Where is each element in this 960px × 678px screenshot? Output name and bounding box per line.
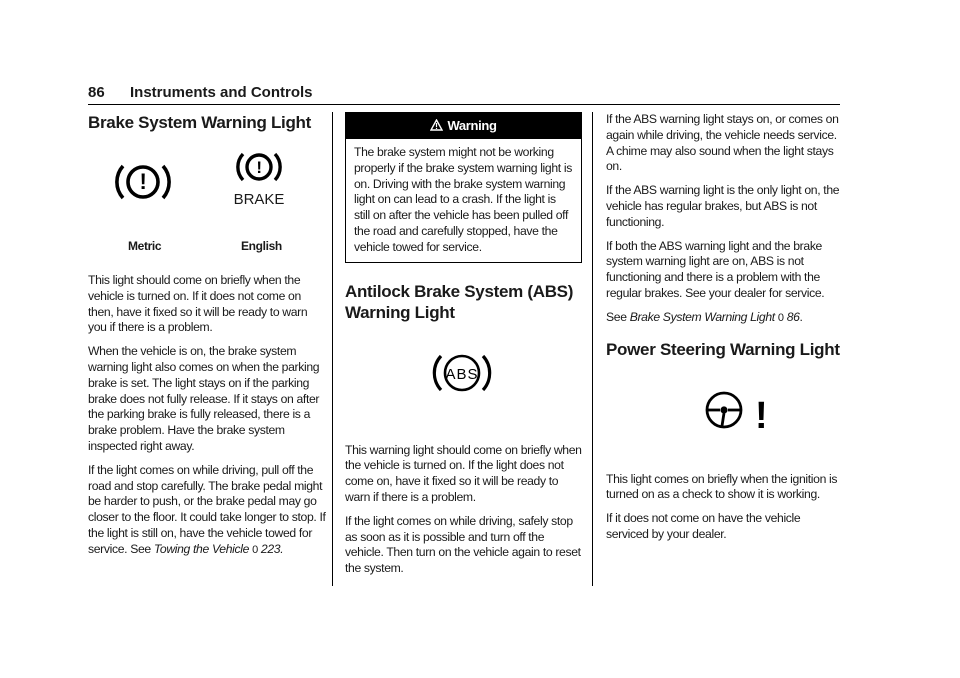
abs-section-title: Antilock Brake System (ABS) Warning Light	[345, 281, 574, 322]
steering-paragraph-2: If it does not come on have the vehicle serviced by your dealer.	[606, 511, 801, 541]
warning-title: Warning	[447, 118, 497, 133]
towing-link[interactable]: Towing the Vehicle	[153, 541, 250, 556]
abs-icon-row	[345, 323, 582, 443]
warning-header	[346, 113, 581, 139]
svg-text:!: !	[256, 158, 262, 177]
column-2	[345, 112, 582, 585]
page-header	[88, 84, 840, 104]
page-ref-arrow-icon: 0	[777, 311, 784, 324]
page-number: 86	[88, 84, 105, 101]
brake-paragraph-2: When the vehicle is on, the brake system warning light also comes on when the parking brake is set. The light stays on if the parking brake does not fully release. If it stays on after the parking brake is fully released, there is a brake problem. Have the brake system inspected right away.	[88, 344, 320, 453]
steering-icon-row	[606, 360, 840, 472]
column-divider-1	[332, 112, 333, 586]
brake-section-title: Brake System Warning Light	[88, 113, 312, 132]
abs-icon	[429, 350, 495, 401]
brake-english-text: BRAKE	[233, 190, 285, 208]
svg-text:!: !	[755, 394, 768, 436]
svg-text:!: !	[139, 169, 147, 194]
header-rule	[88, 104, 840, 105]
section-title: Instruments and Controls	[130, 84, 313, 101]
brake-metric-icon-graphic	[113, 159, 173, 205]
abs-paragraph-1: This warning light should come on briefly when the vehicle is turned on. If the light does not come on, have it fixed so it will be ready to warn if there is a problem.	[345, 442, 582, 504]
column-divider-2	[592, 112, 593, 586]
page-ref-arrow-icon: 0	[252, 543, 258, 556]
brake-warning-page-ref[interactable]: 86	[786, 309, 800, 324]
warning-box	[345, 112, 582, 263]
towing-page-ref[interactable]: 223.	[260, 541, 284, 556]
metric-label: Metric	[128, 239, 162, 253]
abs-paragraph-5: If both the ABS warning light and the brake system warning light are on, ABS is not functioning and there is a problem with the regular brakes. See your dealer for service.	[606, 238, 825, 300]
brake-warning-link[interactable]: Brake System Warning Light	[629, 309, 775, 324]
abs-paragraph-3: If the ABS warning light stays on, or comes on again while driving, the vehicle needs service. A chime may also sound when the light stays on.	[606, 112, 839, 174]
column-3	[606, 112, 840, 551]
svg-text:ABS: ABS	[445, 365, 479, 383]
abs-paragraph-6: See Brake System Warning Light 0 86.	[606, 309, 803, 324]
brake-paragraph-1: This light should come on briefly when the vehicle is turned on. If it does not come on then, have it fixed so it will be ready to warn you if there is a problem.	[88, 273, 308, 335]
warning-body: The brake system might not be working properly if the brake system warning light is on. Driving with the brake system warning light on can lead to a crash. If the light is still on after the vehicle has been pulled off the road and carefully stopped, have the vehicle towed for service.	[354, 145, 572, 254]
warning-triangle-icon	[430, 114, 443, 140]
abs-paragraph-4: If the ABS warning light is the only light on, the vehicle has regular brakes, but ABS is not functioning.	[606, 183, 840, 229]
brake-english-icon	[224, 149, 294, 208]
english-label: English	[241, 239, 282, 253]
brake-icons	[88, 133, 328, 251]
brake-paragraph-3: If the light comes on while driving, pull off the road and stop carefully. The brake pedal might be harder to push, or the brake pedal may go closer to the floor. It could take longer to stop. If the light is still on, have the vehicle towed for service. See Towing the Vehicle 0 223.	[88, 462, 326, 556]
column-1	[88, 112, 328, 567]
steering-wheel-icon	[700, 388, 774, 441]
steering-section-title: Power Steering Warning Light	[606, 339, 840, 359]
abs-paragraph-2: If the light comes on while driving, safely stop as soon as it is possible and turn off the vehicle. Then turn on the vehicle again to reset the system.	[345, 513, 581, 576]
brake-metric-icon	[110, 159, 176, 210]
steering-paragraph-1: This light comes on briefly when the ignition is turned on as a check to show it is working.	[606, 471, 838, 502]
brake-english-icon-graphic	[229, 149, 289, 189]
